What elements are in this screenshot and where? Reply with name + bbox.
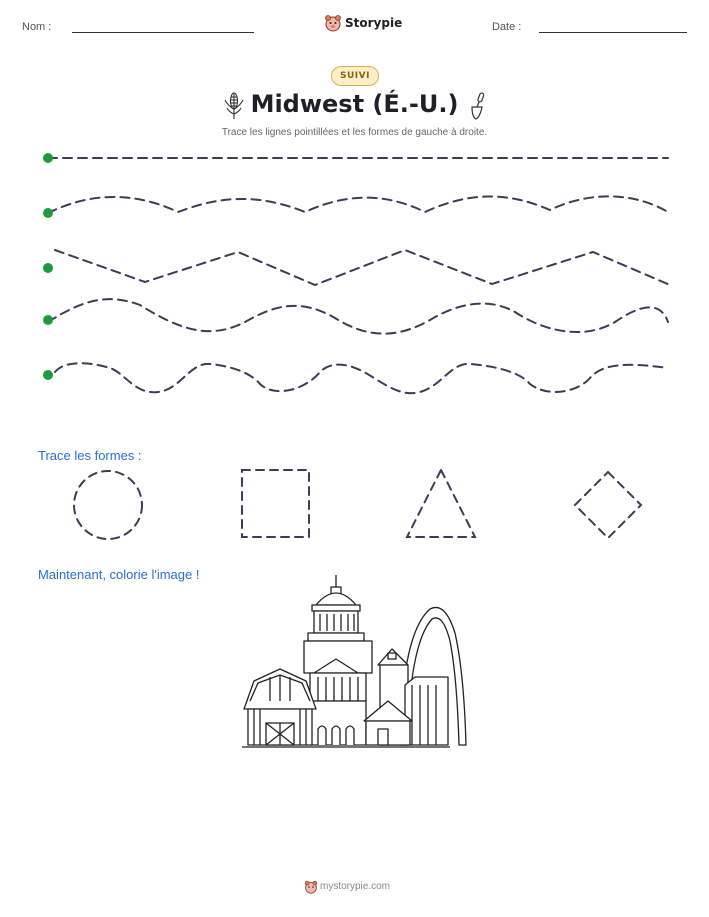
dashed-square [242,470,309,537]
barn [244,669,316,745]
start-dot [43,315,53,325]
dashed-triangle [407,470,475,537]
start-dot [43,208,53,218]
tracing-lines [0,140,709,400]
start-dot [43,153,53,163]
name-label: Nom : [22,21,52,33]
start-dot [43,263,53,273]
grain-elevator [364,649,448,745]
level-badge: SUIVI [331,66,379,86]
date-line [539,32,687,33]
rolling-wave-line [48,299,668,333]
brand-name: Storypie [345,16,403,30]
loop-wave-line [55,363,668,393]
shapes-heading: Trace les formes : [38,448,142,463]
date-label: Date : [492,21,522,33]
footer-url[interactable]: mystorypie.com [320,881,391,892]
wave-line [48,196,668,213]
tracing-shapes [0,460,709,550]
midwest-coloring-image [240,573,470,753]
instructions: Trace les lignes pointillées et les formes de gauche à droite. [221,127,488,138]
start-dot [43,370,53,380]
trowel-icon [466,91,488,121]
page-title: Midwest (É.-U.) [250,90,459,118]
zigzag-line [55,250,670,285]
coloring-heading: Maintenant, colorie l'image ! [38,567,200,582]
capitol-building [304,575,372,745]
dashed-diamond [575,472,641,538]
dashed-circle [74,471,142,539]
name-line [72,32,254,33]
footer-logo-icon [304,879,318,893]
storypie-logo-icon [324,14,342,32]
